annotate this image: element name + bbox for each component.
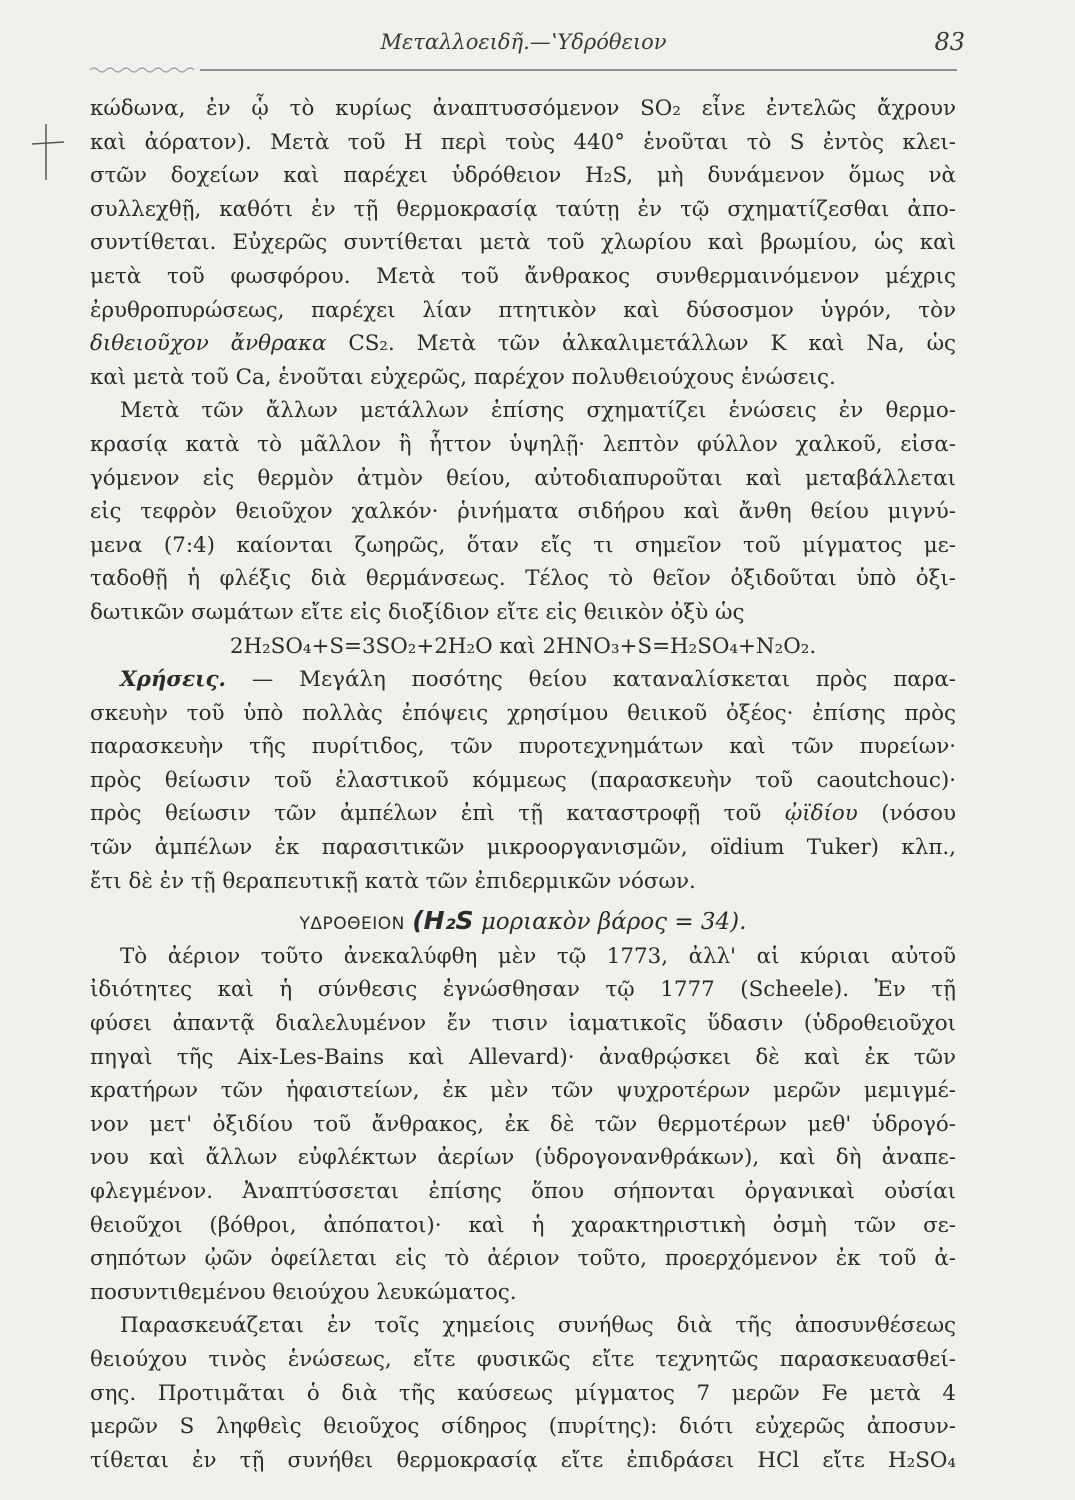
text-line: ποσυντιθεμένου θειούχου λευκώματος. bbox=[90, 1279, 517, 1305]
text-line: νου καὶ ἄλλων εὐφλέκτων ἀερίων (ὑδρογονανθράκων), καὶ δὴ ἀναπε- bbox=[90, 1145, 956, 1171]
text-line: δωτικῶν σωμάτων εἴτε εἰς διοξίδιον εἴτε εἰς θειικὸν ὀξὺ ὡς bbox=[90, 599, 745, 625]
section-heading bbox=[90, 904, 956, 938]
page-number: 83 bbox=[934, 28, 965, 56]
uses-paragraph-start: Χρήσεις. — Μεγάλη ποσότης θείου καταναλίσκεται πρὸς παρα- bbox=[120, 667, 956, 693]
header-rule bbox=[90, 66, 957, 74]
text-line: μερῶν S ληφθεὶς θειοῦχος σίδηρος (πυρίτης): διότι εὐχερῶς ἀποσυν- bbox=[90, 1414, 956, 1440]
text-line: κρασίᾳ κατὰ τὸ μᾶλλον ἢ ἧττον ὑψηλῇ· λεπτὸν φύλλον χαλκοῦ, εἰσα- bbox=[90, 431, 956, 457]
text-line: σηπότων ᾠῶν ὀφείλεται εἰς τὸ ἀέριον τοῦτο, προερχόμενον ἐκ τοῦ ἀ- bbox=[90, 1246, 956, 1272]
text-line: ταδοθῇ ἡ φλέξις διὰ θερμάνσεως. Τέλος τὸ θεῖον ὀξιδοῦται ὑπὸ ὀξι- bbox=[90, 566, 956, 592]
section-title: ΥΔΡΟΘΕΙΟΝ bbox=[299, 914, 405, 935]
section-formula: (H₂S bbox=[412, 906, 474, 936]
page-header bbox=[90, 26, 965, 66]
text-line: κρατήρων τῶν ἡφαιστείων, ἐκ μὲν τῶν ψυχροτέρων μερῶν μεμιγμέ- bbox=[90, 1078, 956, 1104]
text-line: νον μετ' ὀξιδίου τοῦ ἄνθρακος, ἐκ δὲ τῶν θερμοτέρων μεθ' ὑδρογό- bbox=[90, 1111, 956, 1137]
molecular-weight: μοριακὸν βάρος = 34). bbox=[473, 909, 747, 936]
text-line: Μετὰ τῶν ἄλλων μετάλλων ἐπίσης σχηματίζει ἑνώσεις ἐν θερμο- bbox=[120, 398, 956, 424]
text-line: ἔτι δὲ ἐν τῇ θεραπευτικῇ κατὰ τῶν ἐπιδερμικῶν νόσων. bbox=[90, 868, 696, 894]
text-line: καὶ ἀόρατον). Μετὰ τοῦ H περὶ τοὺς 440° ἑνοῦται τὸ S ἐντὸς κλει- bbox=[90, 129, 956, 155]
text-line: σης. Προτιμᾶται ὁ διὰ τῆς καύσεως μίγματος 7 μερῶν Fe μετὰ 4 bbox=[90, 1380, 956, 1406]
carbon-disulfide-term: διθειοῦχον ἄνθρακα bbox=[90, 331, 327, 357]
text-line: μετὰ τοῦ φωσφόρου. Μετὰ τοῦ ἄνθρακος συνθερμαινόμενον μέχρις bbox=[90, 263, 956, 289]
text-line: συντίθεται. Εὐχερῶς συντίθεται μετὰ τοῦ χλωρίου καὶ βρωμίου, ὡς καὶ bbox=[90, 230, 956, 256]
body-text bbox=[90, 92, 956, 1477]
text-line: καὶ μετὰ τοῦ Ca, ἑνοῦται εὐχερῶς, παρέχον πολυθειούχους ἑνώσεις. bbox=[90, 364, 836, 390]
text-line: τίθεται ἐν τῇ συνήθει θερμοκρασίᾳ εἴτε ἐπιδράσει HCl εἴτε H₂SO₄ bbox=[90, 1447, 956, 1473]
text-line: Τὸ ἀέριον τοῦτο ἀνεκαλύφθη μὲν τῷ 1773, ἀλλ' αἱ κύριαι αὐτοῦ bbox=[120, 943, 956, 969]
text-line: ἐρυθροπυρώσεως, παρέχει λίαν πτητικὸν καὶ δύσοσμον ὑγρόν, τὸν bbox=[90, 297, 956, 323]
text-line: στῶν δοχείων καὶ παρέχει ὑδρόθειον H₂S, μὴ δυνάμενον ὅμως νὰ bbox=[90, 163, 956, 189]
text-line: γόμενον εἰς θερμὸν ἀτμὸν θείου, αὐτοδιαπυροῦται καὶ μεταβάλλεται bbox=[90, 465, 956, 491]
uses-label: Χρήσεις. bbox=[120, 667, 226, 693]
running-title: Μεταλλοειδῆ.—ʽΥδρόθειον bbox=[380, 30, 667, 54]
text-line: συλλεχθῇ, καθότι ἐν τῇ θερμοκρασίᾳ ταύτῃ ἐν τῷ σχηματίζεσθαι ἀπο- bbox=[90, 196, 956, 222]
text-line: μενα (7:4) καίονται ζωηρῶς, ὅταν εἴς τι σημεῖον τοῦ μίγματος με- bbox=[90, 532, 956, 558]
text-line: θειούχου τινὸς ἑνώσεως, εἴτε φυσικῶς εἴτε τεχνητῶς παρασκευασθεί- bbox=[90, 1346, 956, 1372]
text-line: ἰδιότητες καὶ ἡ σύνθεσις ἐγνώσθησαν τῷ 1777 (Scheele). Ἐν τῇ bbox=[90, 977, 956, 1003]
text-line: τῶν ἀμπέλων ἐκ παρασιτικῶν μικροοργανισμῶν, oïdium Tuker) κλπ., bbox=[90, 835, 956, 861]
text-line: πηγαὶ τῆς Aix-Les-Bains καὶ Allevard)· ἀναθρῴσκει δὲ καὶ ἐκ τῶν bbox=[90, 1044, 956, 1070]
text-line: Παρασκευάζεται ἐν τοῖς χημείοις συνήθως διὰ τῆς ἀποσυνθέσεως bbox=[120, 1313, 956, 1339]
margin-cross-mark bbox=[28, 122, 68, 186]
chemical-equation: 2H₂SO₄+S=3SO₂+2H₂O καὶ 2HNO₃+S=H₂SO₄+N₂O₂. bbox=[229, 633, 817, 659]
text-line: θειοῦχοι (βόθροι, ἀπόπατοι)· καὶ ἡ χαρακτηριστικὴ ὀσμὴ τῶν σε- bbox=[90, 1212, 956, 1238]
text-line: φλεγμένον. Ἀναπτύσσεται ἐπίσης ὅπου σήπονται ὀργανικαὶ οὐσίαι bbox=[90, 1179, 956, 1204]
text-line: εἰς τεφρὸν θειοῦχον χαλκόν· ῥινήματα σιδήρου καὶ ἄνθη θείου μιγνύ- bbox=[90, 499, 956, 525]
text-line: πρὸς θείωσιν τῶν ἀμπέλων ἐπὶ τῇ καταστροφῇ τοῦ ᾠϊδίου (νόσου bbox=[90, 801, 956, 827]
text-line: σκευὴν τοῦ ὑπὸ πολλὰς ἐπόψεις χρησίμου θειικοῦ ὀξέος· ἐπίσης πρὸς bbox=[90, 700, 956, 726]
text-line: πρὸς θείωσιν τοῦ ἐλαστικοῦ κόμμεως (παρασκευὴν τοῦ caoutchouc)· bbox=[90, 767, 956, 793]
text-line: φύσει ἀπαντᾷ διαλελυμένον ἔν τισιν ἰαματικοῖς ὕδασιν (ὑδροθειοῦχοι bbox=[90, 1011, 956, 1037]
text-line: διθειοῦχον ἄνθρακα CS₂. Μετὰ τῶν ἀλκαλιμετάλλων K καὶ Na, ὡς bbox=[90, 331, 956, 357]
oidium-term: ᾠϊδίου bbox=[784, 801, 858, 827]
text-line: παρασκευὴν τῆς πυρίτιδος, τῶν πυροτεχνημάτων καὶ τῶν πυρείων· bbox=[90, 734, 956, 760]
text-line: κώδωνα, ἐν ᾧ τὸ κυρίως ἀναπτυσσόμενον SO₂ εἶνε ἐντελῶς ἄχρουν bbox=[90, 96, 956, 121]
